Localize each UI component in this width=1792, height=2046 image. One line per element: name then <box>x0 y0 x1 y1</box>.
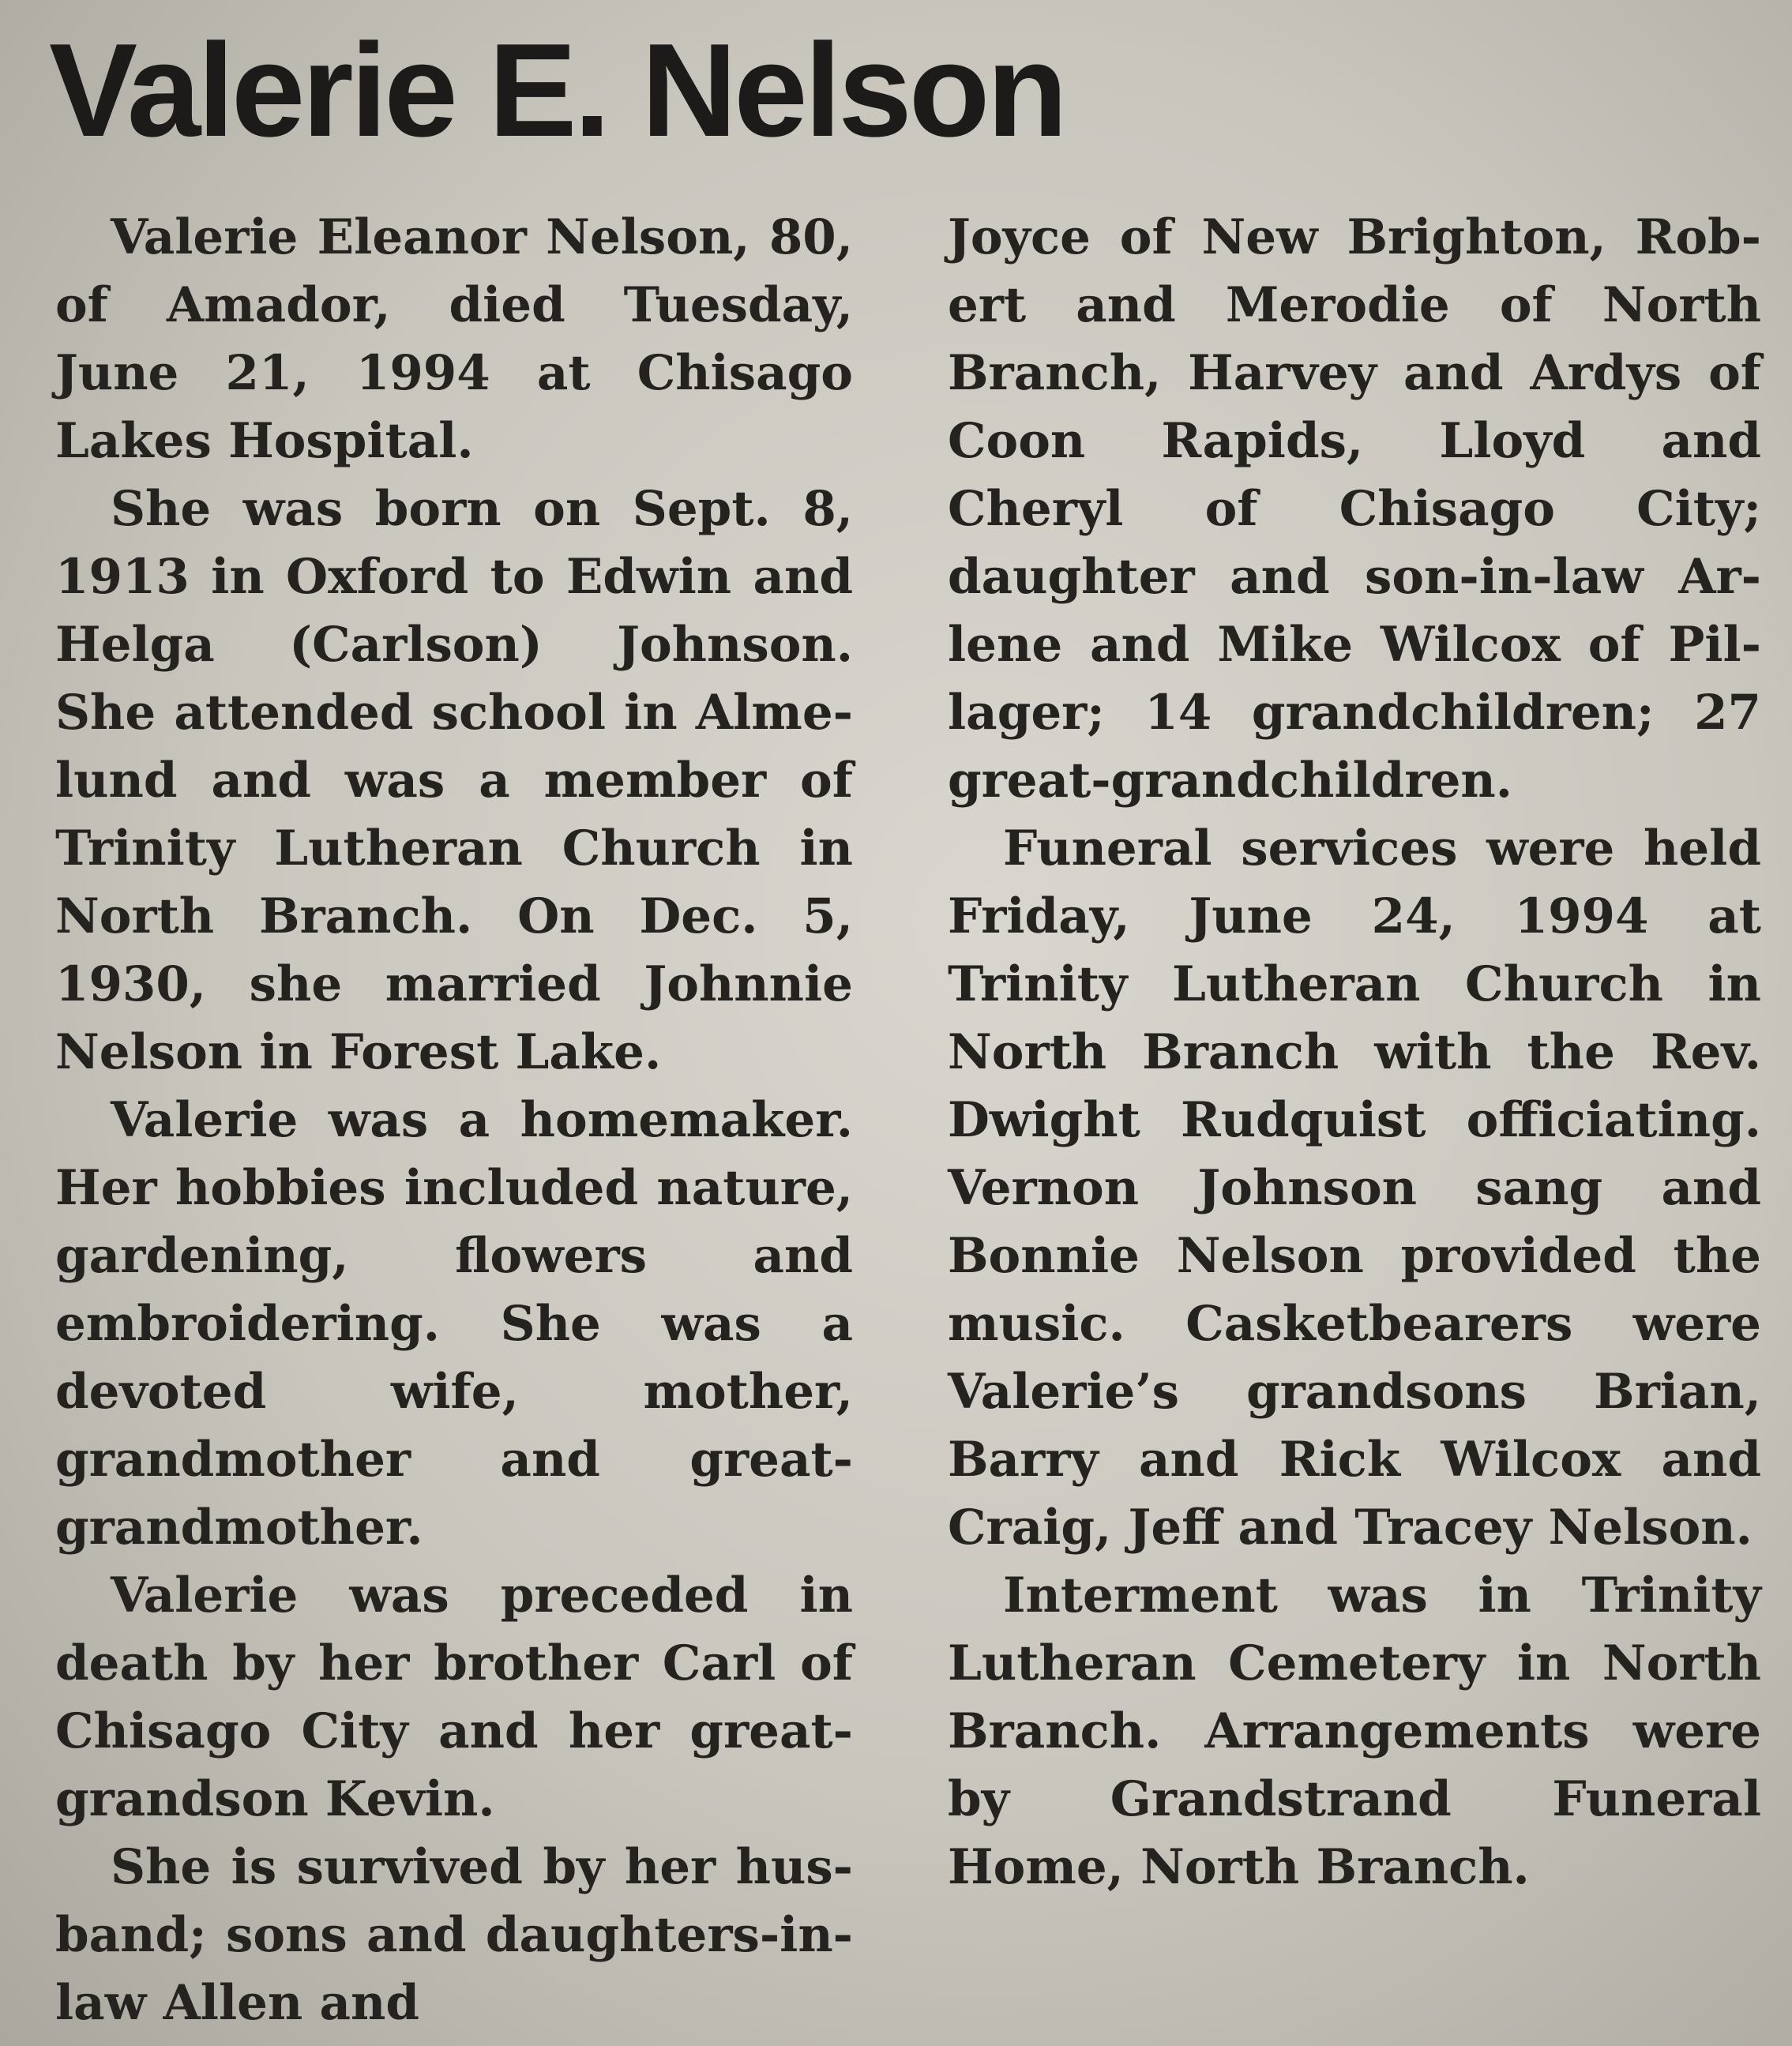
paragraph-interment: Interment was in Trinity Lutheran Cemetery in North Branch. Arrangements were by Grandstrand Funeral Home, North Branch. <box>948 1567 1761 1895</box>
paragraph-survivors-continued: Joyce of New Brighton, Robert and Merodie of North Branch, Harvey and Ardys of Coon Rapids, Lloyd and Cheryl of Chisago City; daughter and son-in-law Arlene and Mike Wilcox of Pillager; 14 grandchildren; 27 great-grandchildren. <box>948 209 1761 809</box>
text-column-right <box>948 204 1761 1901</box>
obituary-headline: Valerie E. Nelson <box>49 16 1065 164</box>
paragraph-preceded-in-death: Valerie was preceded in death by her brother Carl of Chisago City and her great-grandson Kevin. <box>55 1567 853 1827</box>
paragraph-survivors-start: She is survived by her husband; sons and daughters-in-law Allen and <box>55 1839 853 2031</box>
paragraph-hobbies: Valerie was a homemaker. Her hobbies included nature, gardening, flowers and embroidering. She was a devoted wife, mother, grandmother and great-grandmother. <box>55 1092 853 1556</box>
paragraph-death-notice: Valerie Eleanor Nelson, 80, of Amador, died Tuesday, June 21, 1994 at Chisago Lakes Hospital. <box>55 209 853 469</box>
paragraph-early-life: She was born on Sept. 8, 1913 in Oxford to Edwin and Helga (Carlson) Johnson. She attended school in Almelund and was a member of Trinity Lutheran Church in North Branch. On Dec. 5, 1930, she married Johnnie Nelson in Forest Lake. <box>55 481 853 1080</box>
text-column-left <box>55 204 853 2037</box>
paragraph-funeral-services: Funeral services were held Friday, June 24, 1994 at Trinity Lutheran Church in North Branch with the Rev. Dwight Rudquist officiating. Vernon Johnson sang and Bonnie Nelson provided the music. Casketbearers were Valerie’s grandsons Brian, Barry and Rick Wilcox and Craig, Jeff and Tracey Nelson. <box>948 820 1761 1556</box>
